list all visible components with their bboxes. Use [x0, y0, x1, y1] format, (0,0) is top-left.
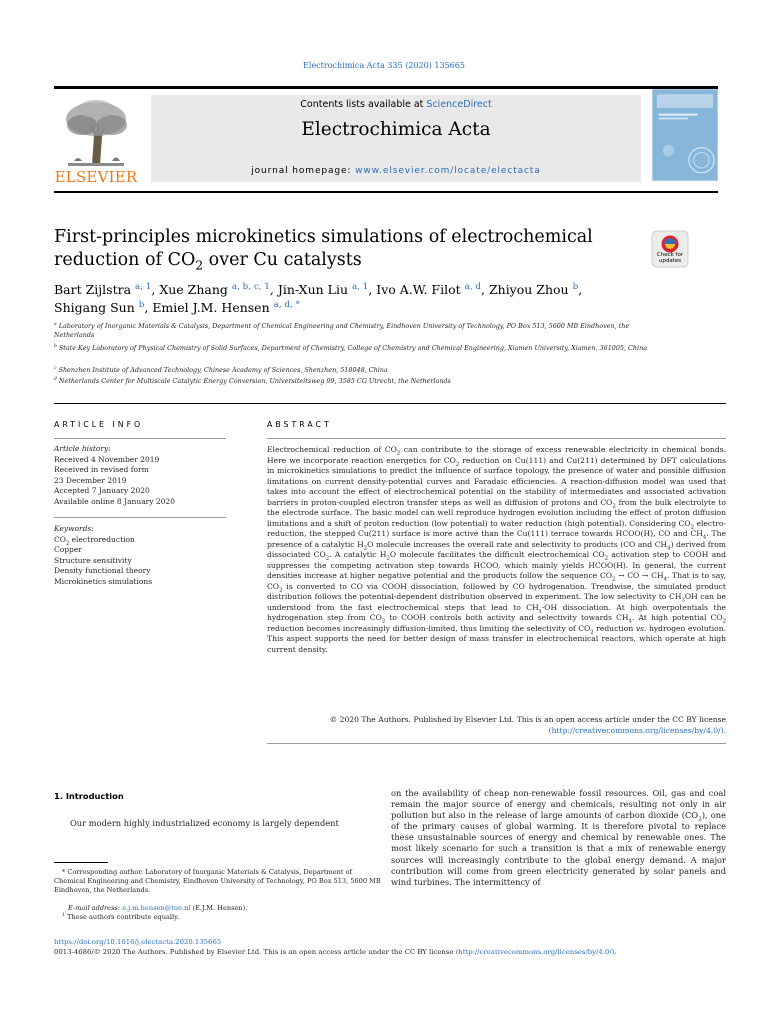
keyword-part: electroreduction	[69, 534, 135, 544]
keywords-divider	[54, 517, 226, 518]
author[interactable]	[152, 300, 300, 315]
history-item: Accepted 7 January 2020	[54, 486, 150, 495]
keyword: Microkinetics simulations	[54, 576, 153, 586]
author-name: Zhiyou Zhou	[488, 282, 569, 297]
issn-text: 0013-4686/© 2020 The Authors. Published by Elsevier Ltd. This is an open access article under the CC BY license	[54, 948, 456, 956]
affiliation-text: Netherlands Center for Multiscale Catalytic Energy Conversion, Universiteitsweg 99, 3585 CG Utrecht, the Netherlands	[58, 377, 451, 385]
title-part-2: over Cu catalysts	[203, 250, 362, 270]
front-matter-divider	[54, 403, 726, 404]
affiliation-text: State Key Laboratory of Physical Chemistry of Solid Surfaces, Department of Chemistry, College of Chemistry and Chemical Engineering, Xiamen University, Xiamen, 361005, China	[58, 344, 648, 352]
author-name: Bart Zijlstra	[54, 282, 132, 297]
author-separator: ,	[151, 282, 160, 297]
title-subscript: 2	[195, 258, 204, 273]
author-separator: ,	[144, 299, 153, 315]
keyword: Copper	[54, 545, 82, 554]
author-affiliation-marks[interactable]: b	[572, 281, 579, 292]
keyword: Structure sensitivity	[54, 555, 132, 565]
history-item: 23 December 2019	[54, 475, 127, 485]
crossmark-label[interactable]: Check for updates	[656, 252, 684, 264]
corresponding-author-footnote: * Corresponding author. Laboratory of Inorganic Materials & Catalysis, Department of Chemical Engineering and Chemistry, Eindhoven University of Technology, PO Box 513, 5600 MB Eindhoven, the Netherlands.	[54, 868, 381, 894]
author-affiliation-marks[interactable]: b	[138, 299, 145, 310]
affiliation	[54, 344, 664, 353]
license-text: © 2020 The Authors. Published by Elsevier Ltd. This is an open access article under the CC BY license	[329, 715, 726, 724]
history-item: Available online 8 January 2020	[54, 496, 175, 506]
author[interactable]	[54, 300, 144, 315]
journal-citation[interactable]: Electrochimica Acta 335 (2020) 135665	[303, 61, 465, 70]
license-link[interactable]: (http://creativecommons.org/licenses/by/4.0/).	[548, 725, 726, 735]
journal-homepage-line	[151, 166, 641, 176]
keywords-label: Keywords:	[54, 524, 94, 533]
history-item: Received 4 November 2019	[54, 454, 160, 464]
author-name: Xue Zhang	[159, 282, 228, 297]
doi-link[interactable]: https://doi.org/10.1016/j.electacta.2020.135665	[54, 938, 222, 946]
title-line-2	[54, 249, 614, 272]
keyword-part: CO	[54, 534, 66, 544]
author-affiliation-marks[interactable]: a, 1	[135, 281, 152, 292]
affiliation	[54, 366, 664, 375]
author[interactable]	[489, 282, 578, 297]
abstract-divider	[267, 438, 726, 439]
author[interactable]	[54, 282, 151, 297]
email-label: E-mail address:	[68, 904, 123, 912]
article-info-divider	[54, 438, 226, 439]
issn-license-line	[54, 948, 744, 956]
affiliation-mark: c	[54, 365, 57, 371]
author[interactable]	[278, 282, 369, 297]
introduction-paragraph-continued: on the availability of cheap non-renewable fossil resources. Oil, gas and coal remain the major source of energy and chemicals, resulting not only in air pollution but also in the release of large amounts of carbon dioxide $(CO_2)$, one of the primary causes of global warming. It is therefore pivotal to replace these unsustainable sources of energy and chemical by renewable ones. The most likely scenario for such a transition is that a mix of renewable energy sources will increasingly contribute to the global energy demand. A major contribution will come from green electricity generated by solar panels and wind turbines. The intermittency of	[391, 788, 726, 887]
affiliation-mark: b	[54, 343, 57, 349]
equal-contribution-footnote	[54, 913, 382, 922]
keyword-subscript: 2	[65, 540, 70, 546]
article-title	[54, 226, 614, 272]
footnote-divider	[54, 862, 108, 863]
keyword	[54, 535, 226, 546]
author-affiliation-marks[interactable]: a, d, *	[273, 299, 300, 310]
affiliation	[54, 322, 664, 340]
journal-masthead	[54, 86, 718, 186]
sciencedirect-link[interactable]: ScienceDirect	[426, 99, 492, 110]
abstract-text: Electrochemical reduction of $CO_2$ can contribute to the storage of excess renewable electricity in chemical bonds. Here we incorporate reaction energetics for $CO_2$ reduction on Cu(111) and Cu(211) determined by DFT calculations in microkinetics simulations to predict the influence of surface topology, the presence of water and possible diffusion limitations on current density-potential curves and Faradaic efficiencies. A reaction-diffusion model was used that takes into account the effect of electrochemical potential on the stability of intermediates and associated activation barriers in proton-coupled electron transfer steps as well as diffusion of protons and $CO_2$ from the bulk electrolyte to the electrode surface. The basic model can well reproduce hydrogen evolution including the effect of proton diffusion limitations and a shift of proton reduction (low potential) to water reduction (high potential). Considering $CO_2$ electro-reduction, the stepped Cu(211) surface is more active than the Cu(111) terrace towards HCOO(H), CO and $CH_4$. The presence of a catalytic $H_2O$ molecule increases the overall rate and selectivity to products (CO and $CH_4$) derived from dissociated $CO_2$. A catalytic $H_2O$ molecule facilitates the difficult electrochemical $CO_2$ activation step to COOH and suppresses the competing activation step towards HCOO, which mainly yields HCOO(H). In general, the current densities increase at higher negative potential and the products follow the sequence $CO_2$ → CO → $CH_4$. That is to say, $CO_2$ is converted to CO via COOH dissociation, followed by CO hydrogenation. Trendwise, the simulated product distribution follows the potential-dependent distribution observed in experiment. The low selectivity to $CH_3OH$ can be understood from the fast electrochemical steps that lead to $CH_x-OH$ dissociation. At high overpotentials the hydrogenation step from $CO_2$ to COOH controls both activity and selectivity towards $CH_4$. At high potential $CO_2$ reduction becomes increasingly diffusion-limited, thus limiting the selectivity of $CO_2$ reduction vs. hydrogen evolution. This aspect supports the need for better design of mass transfer in electrochemical reactors, which operate at high current density.	[267, 445, 727, 654]
author-affiliation-marks[interactable]: a, d	[464, 281, 481, 292]
article-history	[54, 444, 226, 507]
author-affiliation-marks[interactable]: a, 1	[351, 281, 369, 292]
contents-prefix: Contents lists available at	[300, 99, 427, 110]
introduction-paragraph: Our modern highly industrialized economy is largely dependent	[70, 818, 339, 828]
issn-license-link[interactable]: (http://creativecommons.org/licenses/by/4.0/)	[455, 948, 615, 956]
contents-available-line	[151, 99, 641, 110]
abstract-bottom-divider	[267, 743, 726, 744]
author-name: Jin-Xun Liu	[277, 282, 348, 297]
keywords	[54, 524, 226, 587]
equal-contribution-text: These authors contribute equally.	[67, 913, 180, 921]
journal-cover-image[interactable]	[652, 89, 718, 181]
affiliation	[54, 377, 664, 386]
journal-title: Electrochimica Acta	[301, 119, 491, 140]
email-link[interactable]: e.j.m.hensen@tue.nl	[122, 904, 191, 912]
abstract-heading: ABSTRACT	[267, 420, 332, 429]
author-separator: ,	[269, 282, 278, 297]
author-list	[54, 281, 654, 316]
affiliation-text: Shenzhen Institute of Advanced Technology, Chinese Academy of Sciences, Shenzhen, 518048, China	[58, 366, 388, 374]
issn-end: .	[614, 948, 617, 956]
keyword: Density functional theory	[54, 566, 151, 575]
journal-homepage-link[interactable]: www.elsevier.com/locate/electacta	[355, 166, 541, 176]
email-suffix: (E.J.M. Hensen).	[190, 904, 248, 912]
affiliation-mark: d	[54, 376, 57, 382]
author-name: Ivo A.W. Filot	[376, 282, 461, 297]
section-heading-introduction: 1. Introduction	[54, 791, 124, 801]
history-item: Received in revised form	[54, 465, 149, 474]
author-name: Shigang Sun	[54, 299, 135, 315]
abstract-license	[267, 715, 726, 736]
author[interactable]	[159, 282, 270, 297]
author[interactable]	[376, 282, 481, 297]
history-label: Article history:	[54, 444, 111, 453]
affiliation-text: Laboratory of Inorganic Materials & Catalysis, Department of Chemical Engineering and Chemistry, Eindhoven University of Technology, PO Box 513, 5600 MB Eindhoven, the Netherlands	[54, 322, 630, 339]
affiliation-mark: a	[54, 321, 57, 327]
masthead-divider	[54, 191, 718, 193]
homepage-prefix: journal homepage:	[251, 166, 356, 176]
title-line-1: First-principles microkinetics simulations of electrochemical	[54, 227, 593, 247]
journal-header-panel	[151, 95, 641, 182]
title-part-1: reduction of CO	[54, 250, 196, 270]
author-name: Emiel J.M. Hensen	[152, 299, 270, 315]
article-info-heading: ARTICLE INFO	[54, 420, 144, 429]
footnote-mark: 1	[62, 912, 65, 918]
author-separator: ,	[368, 282, 377, 297]
author-separator: ,	[481, 282, 489, 297]
author-affiliation-marks[interactable]: a, b, c, 1	[231, 281, 270, 292]
elsevier-wordmark: ELSEVIER	[54, 168, 138, 186]
email-footnote	[54, 904, 382, 913]
author-separator: ,	[578, 282, 583, 297]
